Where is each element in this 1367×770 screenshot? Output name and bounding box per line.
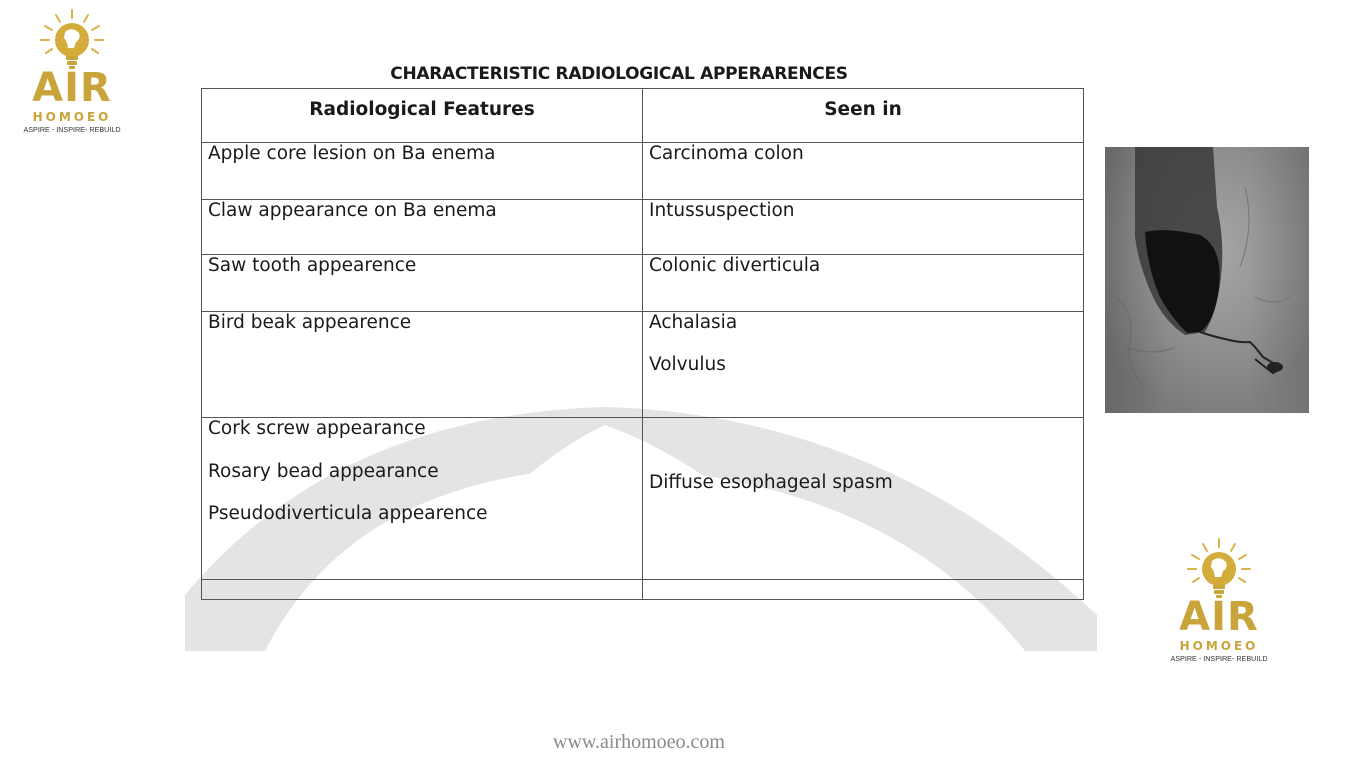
seen-in-cell: Intussuspection bbox=[649, 200, 795, 221]
footer-website-url: www.airhomoeo.com bbox=[553, 731, 725, 753]
logo-tagline: ASPIRE - INSPIRE- REBUILD bbox=[1170, 654, 1268, 663]
seen-in-cell: Diffuse esophageal spasm bbox=[649, 472, 893, 493]
seen-in-cell: Colonic diverticula bbox=[649, 255, 821, 276]
header-seen-in: Seen in bbox=[643, 89, 1084, 143]
feature-cell: Claw appearance on Ba enema bbox=[208, 200, 497, 221]
feature-cell: Apple core lesion on Ba enema bbox=[208, 143, 496, 164]
logo-sub-text: HOMOEO bbox=[1179, 639, 1259, 653]
table-header-row bbox=[202, 89, 1084, 143]
logo-tagline: ASPIRE - INSPIRE- REBUILD bbox=[23, 125, 121, 134]
lightbulb-head-icon bbox=[1184, 537, 1254, 599]
radiology-slide bbox=[185, 55, 1097, 651]
feature-cell: Rosary bead appearance bbox=[208, 460, 439, 482]
feature-cell: Bird beak appearence bbox=[208, 312, 412, 333]
table-title: CHARACTERISTIC RADIOLOGICAL APPERARENCES bbox=[390, 64, 848, 84]
table-row bbox=[202, 580, 1084, 600]
logo-sub-text: HOMOEO bbox=[32, 110, 112, 124]
air-homoeo-logo-bottom bbox=[1160, 537, 1278, 662]
seen-in-cell: Volvulus bbox=[649, 354, 726, 375]
header-features: Radiological Features bbox=[202, 89, 643, 143]
air-homoeo-logo-top bbox=[14, 8, 130, 133]
lightbulb-head-icon bbox=[37, 8, 107, 70]
logo-brand-text: AIR bbox=[32, 65, 112, 111]
table-row bbox=[202, 200, 1084, 255]
feature-cell: Saw tooth appearence bbox=[208, 255, 417, 276]
table-row bbox=[202, 418, 1084, 580]
table-row bbox=[202, 312, 1084, 418]
seen-in-cell: Achalasia bbox=[649, 312, 738, 333]
feature-cell: Pseudodiverticula appearence bbox=[208, 503, 488, 524]
table-row bbox=[202, 143, 1084, 200]
barium-swallow-xray-image bbox=[1105, 147, 1309, 413]
radiology-table bbox=[201, 88, 1084, 600]
logo-brand-text: AIR bbox=[1179, 594, 1259, 640]
table-row bbox=[202, 255, 1084, 312]
seen-in-cell: Carcinoma colon bbox=[649, 143, 804, 164]
feature-cell: Cork screw appearance bbox=[208, 418, 426, 439]
